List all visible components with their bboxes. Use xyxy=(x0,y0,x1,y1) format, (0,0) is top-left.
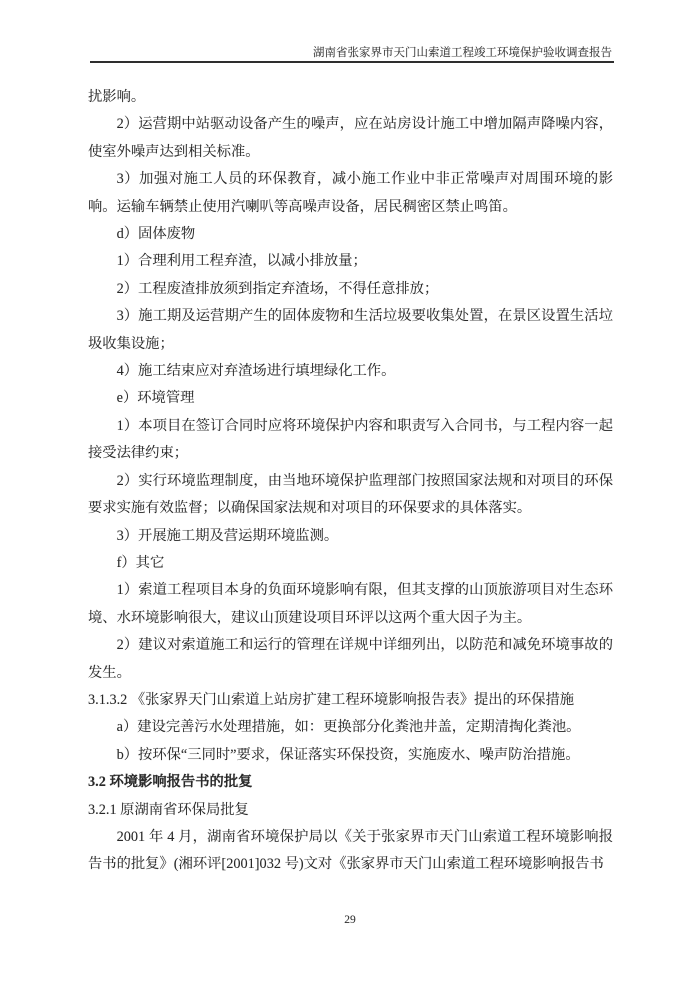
body-paragraph: 2）建议对索道施工和运行的管理在详规中详细列出，以防范和减免环境事故的发生。 xyxy=(88,637,613,681)
report-header-title: 湖南省张家界市天门山索道工程竣工环境保护验收调查报告 xyxy=(313,47,612,59)
body-paragraph: 3）施工期及运营期产生的固体废物和生活垃圾要收集处置，在景区设置生活垃圾收集设施； xyxy=(88,308,613,352)
body-paragraph: 4）施工结束应对弃渣场进行填埋绿化工作。 xyxy=(116,363,396,380)
body-paragraph: 2）实行环境监理制度，由当地环境保护监理部门按照国家法规和对项目的环保要求实施有效监督；以确保国家法规和对项目的环保要求的具体落实。 xyxy=(88,472,613,517)
body-paragraph: 1）合理利用工程弃渣，以减小排放量； xyxy=(116,253,367,270)
body-paragraph: 1）本项目在签订合同时应将环境保护内容和职责写入合同书，与工程内容一起接受法律约束； xyxy=(88,417,613,462)
body-paragraph: 3）加强对施工人员的环保教育，减小施工作业中非正常噪声对周围环境的影响。运输车辆禁止使用汽喇叭等高噪声设备，居民稠密区禁止鸣笛。 xyxy=(88,171,613,215)
body-paragraph: 2001 年 4 月，湖南省环境保护局以《关于张家界市天门山索道工程环境影响报告书的批复》(湘环评[2001]032 号)文对《张家界市天门山索道工程环境影响报告书 xyxy=(88,828,613,873)
body-paragraph: 2）运营期中站驱动设备产生的噪声，应在站房设计施工中增加隔声降噪内容，使室外噪声达到相关标准。 xyxy=(88,116,613,160)
section-heading-3-2-1: 3.2.1 原湖南省环保局批复 xyxy=(88,801,249,818)
body-paragraph: a）建设完善污水处理措施，如：更换部分化粪池井盖，定期清掏化粪池。 xyxy=(116,719,581,736)
section-heading-3-1-3-2: 3.1.3.2 《张家界天门山索道上站房扩建工程环境影响报告表》提出的环保措施 xyxy=(88,691,575,708)
body-paragraph: b）按环保“三同时”要求，保证落实环保投资，实施废水、噪声防治措施。 xyxy=(116,746,580,763)
body-paragraph: 3）开展施工期及营运期环境监测。 xyxy=(116,527,339,544)
body-paragraph: 2）工程废渣排放须到指定弃渣场，不得任意排放； xyxy=(116,280,439,297)
body-paragraph: 1）索道工程项目本身的负面环境影响有限，但其支撑的山顶旅游项目对生态环境、水环境影响很大，建议山顶建设项目环评以这两个重大因子为主。 xyxy=(88,582,613,626)
document-body xyxy=(88,84,613,879)
section-heading-3-2: 3.2 环境影响报告书的批复 xyxy=(88,774,253,791)
page-number: 29 xyxy=(344,914,356,926)
list-item-f: f）其它 xyxy=(116,554,165,571)
list-item-d: d）固体废物 xyxy=(116,226,196,243)
header-rule xyxy=(90,61,614,63)
body-paragraph: 扰影响。 xyxy=(88,89,146,105)
list-item-e: e）环境管理 xyxy=(116,390,195,407)
